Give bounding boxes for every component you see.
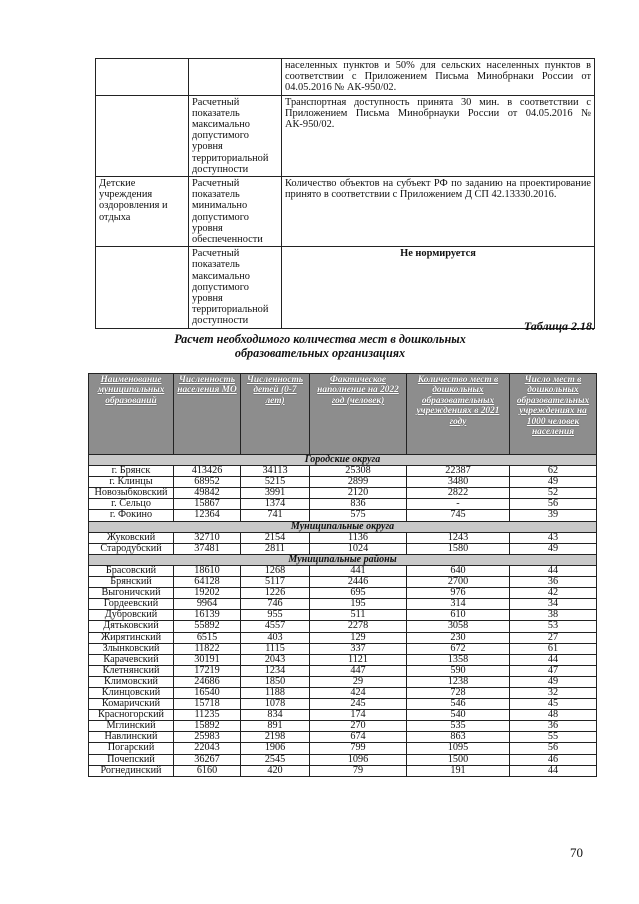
table-title: Расчет необходимого количества мест в дошкольных образовательных организациях bbox=[174, 332, 466, 360]
table-cell: 413426 bbox=[174, 466, 241, 477]
table-cell: 799 bbox=[310, 743, 407, 754]
table-row bbox=[89, 676, 597, 687]
table-cell: 49 bbox=[510, 477, 597, 488]
group-row bbox=[89, 521, 597, 532]
table-cell: 2278 bbox=[310, 621, 407, 632]
top-cell bbox=[96, 95, 189, 176]
table-cell: 16540 bbox=[174, 687, 241, 698]
table-cell: 3480 bbox=[407, 477, 510, 488]
table-cell: 15718 bbox=[174, 699, 241, 710]
table-row bbox=[89, 743, 597, 754]
table-cell: 2811 bbox=[241, 543, 310, 554]
table-cell: 1238 bbox=[407, 676, 510, 687]
top-cell: Расчетный показатель максимально допустимого уровня территориальной доступности bbox=[189, 247, 282, 328]
table-cell: 15867 bbox=[174, 499, 241, 510]
table-cell: 42 bbox=[510, 588, 597, 599]
table-cell: 863 bbox=[407, 732, 510, 743]
table-cell: 1136 bbox=[310, 532, 407, 543]
table-cell: Жуковский bbox=[89, 532, 174, 543]
table-cell: 1188 bbox=[241, 687, 310, 698]
table-cell: 891 bbox=[241, 721, 310, 732]
table-row bbox=[89, 710, 597, 721]
table-cell: 1096 bbox=[310, 754, 407, 765]
page-number: 70 bbox=[570, 845, 583, 860]
table-cell: 44 bbox=[510, 654, 597, 665]
header-cell-children: Численность детей (0-7 лет) bbox=[241, 374, 310, 455]
table-cell: 2700 bbox=[407, 577, 510, 588]
table-row bbox=[89, 643, 597, 654]
table-cell: 4557 bbox=[241, 621, 310, 632]
main-table bbox=[88, 373, 597, 777]
table-cell: 12364 bbox=[174, 510, 241, 521]
table-cell: 1500 bbox=[407, 754, 510, 765]
top-cell bbox=[189, 59, 282, 96]
table-cell: 11822 bbox=[174, 643, 241, 654]
header-cell-per-1000: Число мест в дошкольных образовательных учреждениях на 1000 человек населения bbox=[510, 374, 597, 455]
table-cell: Дятьковский bbox=[89, 621, 174, 632]
table-cell: 25983 bbox=[174, 732, 241, 743]
table-cell: 2822 bbox=[407, 488, 510, 499]
top-table-row bbox=[96, 247, 595, 328]
table-cell: 403 bbox=[241, 632, 310, 643]
table-cell: Климовский bbox=[89, 676, 174, 687]
table-cell: 39 bbox=[510, 510, 597, 521]
table-cell: 546 bbox=[407, 699, 510, 710]
table-cell: 49842 bbox=[174, 488, 241, 499]
table-cell: 38 bbox=[510, 610, 597, 621]
table-cell: 6515 bbox=[174, 632, 241, 643]
table-cell: 1580 bbox=[407, 543, 510, 554]
table-cell: 6160 bbox=[174, 765, 241, 776]
table-cell: 1024 bbox=[310, 543, 407, 554]
table-cell: 1078 bbox=[241, 699, 310, 710]
table-row bbox=[89, 510, 597, 521]
table-cell: 728 bbox=[407, 687, 510, 698]
table-row bbox=[89, 721, 597, 732]
table-cell: 640 bbox=[407, 565, 510, 576]
table-cell: 540 bbox=[407, 710, 510, 721]
top-cell: Транспортная доступность принята 30 мин. в соответствии с Приложением Письма Минобрнауки России от 04.05.2016 № АК-950/02. bbox=[282, 95, 595, 176]
table-caption: Таблица 2.18. bbox=[523, 319, 595, 333]
top-cell: Не нормируется bbox=[282, 247, 595, 328]
table-row bbox=[89, 732, 597, 743]
group-row bbox=[89, 455, 597, 466]
table-row bbox=[89, 466, 597, 477]
table-cell: Брасовский bbox=[89, 565, 174, 576]
table-cell: 22043 bbox=[174, 743, 241, 754]
table-cell: Клетнянский bbox=[89, 665, 174, 676]
table-cell: 511 bbox=[310, 610, 407, 621]
table-cell: 174 bbox=[310, 710, 407, 721]
table-cell: 2545 bbox=[241, 754, 310, 765]
table-cell: 420 bbox=[241, 765, 310, 776]
table-cell: Жирятинский bbox=[89, 632, 174, 643]
table-cell: 11235 bbox=[174, 710, 241, 721]
table-cell: 44 bbox=[510, 565, 597, 576]
top-table bbox=[95, 58, 595, 329]
table-cell: 44 bbox=[510, 765, 597, 776]
table-cell: 16139 bbox=[174, 610, 241, 621]
table-row bbox=[89, 477, 597, 488]
table-cell: 29 bbox=[310, 676, 407, 687]
table-cell: 695 bbox=[310, 588, 407, 599]
top-cell bbox=[96, 247, 189, 328]
table-cell: г. Брянск bbox=[89, 466, 174, 477]
table-cell: 424 bbox=[310, 687, 407, 698]
table-cell: 2198 bbox=[241, 732, 310, 743]
table-cell: 2043 bbox=[241, 654, 310, 665]
table-cell: 5117 bbox=[241, 577, 310, 588]
table-cell: 79 bbox=[310, 765, 407, 776]
table-cell: Навлинский bbox=[89, 732, 174, 743]
table-row bbox=[89, 654, 597, 665]
table-cell: 575 bbox=[310, 510, 407, 521]
table-cell: 3991 bbox=[241, 488, 310, 499]
table-row bbox=[89, 565, 597, 576]
table-cell: - bbox=[407, 499, 510, 510]
table-cell: 441 bbox=[310, 565, 407, 576]
table-row bbox=[89, 687, 597, 698]
header-cell-places: Количество мест в дошкольных образовательных учреждениях в 2021 году bbox=[407, 374, 510, 455]
top-table-row bbox=[96, 59, 595, 96]
table-cell: 245 bbox=[310, 699, 407, 710]
table-cell: 746 bbox=[241, 599, 310, 610]
table-cell: 741 bbox=[241, 510, 310, 521]
table-cell: Почепский bbox=[89, 754, 174, 765]
table-row bbox=[89, 532, 597, 543]
table-cell: 230 bbox=[407, 632, 510, 643]
table-cell: 129 bbox=[310, 632, 407, 643]
table-row bbox=[89, 632, 597, 643]
top-table-row bbox=[96, 95, 595, 176]
table-cell: 2899 bbox=[310, 477, 407, 488]
table-cell: 1906 bbox=[241, 743, 310, 754]
table-cell: 32710 bbox=[174, 532, 241, 543]
table-cell: 745 bbox=[407, 510, 510, 521]
table-cell: 195 bbox=[310, 599, 407, 610]
table-cell: 610 bbox=[407, 610, 510, 621]
group-title: Муниципальные районы bbox=[89, 554, 597, 565]
table-cell: 834 bbox=[241, 710, 310, 721]
table-row bbox=[89, 499, 597, 510]
table-cell: 25308 bbox=[310, 466, 407, 477]
table-cell: г. Сельцо bbox=[89, 499, 174, 510]
table-cell: 1121 bbox=[310, 654, 407, 665]
table-row bbox=[89, 765, 597, 776]
table-cell: 1374 bbox=[241, 499, 310, 510]
table-cell: 674 bbox=[310, 732, 407, 743]
table-cell: 36 bbox=[510, 577, 597, 588]
table-cell: 535 bbox=[407, 721, 510, 732]
table-cell: Дубровский bbox=[89, 610, 174, 621]
table-cell: 1226 bbox=[241, 588, 310, 599]
table-cell: 24686 bbox=[174, 676, 241, 687]
table-cell: 2446 bbox=[310, 577, 407, 588]
table-cell: Погарский bbox=[89, 743, 174, 754]
group-title: Муниципальные округа bbox=[89, 521, 597, 532]
table-cell: 836 bbox=[310, 499, 407, 510]
table-cell: Рогнединский bbox=[89, 765, 174, 776]
top-cell: населенных пунктов и 50% для сельских населенных пунктов в соответствии с Приложением Письма Минобрнаки России от 04.05.2016 № АК-950/02. bbox=[282, 59, 595, 96]
table-row bbox=[89, 610, 597, 621]
group-row bbox=[89, 554, 597, 565]
table-cell: 1358 bbox=[407, 654, 510, 665]
table-cell: 1095 bbox=[407, 743, 510, 754]
table-cell: Мглинский bbox=[89, 721, 174, 732]
top-cell: Расчетный показатель максимально допустимого уровня территориальной доступности bbox=[189, 95, 282, 176]
group-title: Городские округа bbox=[89, 455, 597, 466]
top-cell: Детские учреждения оздоровления и отдыха bbox=[96, 177, 189, 247]
table-row bbox=[89, 588, 597, 599]
table-cell: 9964 bbox=[174, 599, 241, 610]
table-cell: 3058 bbox=[407, 621, 510, 632]
table-cell: 19202 bbox=[174, 588, 241, 599]
table-cell: 18610 bbox=[174, 565, 241, 576]
table-cell: 2154 bbox=[241, 532, 310, 543]
table-cell: Гордеевский bbox=[89, 599, 174, 610]
table-cell: 447 bbox=[310, 665, 407, 676]
table-cell: Злынковский bbox=[89, 643, 174, 654]
table-cell: 47 bbox=[510, 665, 597, 676]
table-cell: 955 bbox=[241, 610, 310, 621]
table-cell: Новозыбковский bbox=[89, 488, 174, 499]
table-cell: 34 bbox=[510, 599, 597, 610]
table-cell: Выгоничский bbox=[89, 588, 174, 599]
table-cell: 48 bbox=[510, 710, 597, 721]
table-cell: 15892 bbox=[174, 721, 241, 732]
table-cell: 49 bbox=[510, 543, 597, 554]
table-cell: 46 bbox=[510, 754, 597, 765]
table-cell: 22387 bbox=[407, 466, 510, 477]
table-cell: 1268 bbox=[241, 565, 310, 576]
top-cell: Расчетный показатель минимально допустимого уровня обеспеченности bbox=[189, 177, 282, 247]
table-cell: 56 bbox=[510, 743, 597, 754]
table-cell: 5215 bbox=[241, 477, 310, 488]
table-cell: Клинцовский bbox=[89, 687, 174, 698]
header-cell-population: Численность населения МО bbox=[174, 374, 241, 455]
table-cell: 17219 bbox=[174, 665, 241, 676]
table-row bbox=[89, 577, 597, 588]
table-cell: 55 bbox=[510, 732, 597, 743]
table-cell: 314 bbox=[407, 599, 510, 610]
main-table-body bbox=[89, 455, 597, 777]
table-cell: 32 bbox=[510, 687, 597, 698]
table-cell: 27 bbox=[510, 632, 597, 643]
table-row bbox=[89, 754, 597, 765]
table-cell: 61 bbox=[510, 643, 597, 654]
top-cell: Количество объектов на субъект РФ по заданию на проектирование принято в соответствии с Приложением Д СП 42.13330.2016. bbox=[282, 177, 595, 247]
table-cell: Карачевский bbox=[89, 654, 174, 665]
table-cell: 49 bbox=[510, 676, 597, 687]
table-cell: 270 bbox=[310, 721, 407, 732]
header-cell-actual: Фактическое наполнение на 2022 год (человек) bbox=[310, 374, 407, 455]
table-row bbox=[89, 543, 597, 554]
table-cell: 30191 bbox=[174, 654, 241, 665]
table-row bbox=[89, 621, 597, 632]
header-row bbox=[89, 374, 597, 455]
table-cell: Красногорский bbox=[89, 710, 174, 721]
table-cell: 1115 bbox=[241, 643, 310, 654]
table-cell: 68952 bbox=[174, 477, 241, 488]
table-cell: Брянский bbox=[89, 577, 174, 588]
table-cell: 43 bbox=[510, 532, 597, 543]
table-cell: 56 bbox=[510, 499, 597, 510]
table-cell: 976 bbox=[407, 588, 510, 599]
top-table-row bbox=[96, 177, 595, 247]
table-cell: 36 bbox=[510, 721, 597, 732]
table-cell: 52 bbox=[510, 488, 597, 499]
table-cell: г. Фокино bbox=[89, 510, 174, 521]
header-cell-name: Наименование муниципальных образований bbox=[89, 374, 174, 455]
table-cell: г. Клинцы bbox=[89, 477, 174, 488]
table-cell: 337 bbox=[310, 643, 407, 654]
table-cell: Комаричский bbox=[89, 699, 174, 710]
table-cell: 37481 bbox=[174, 543, 241, 554]
table-cell: 1243 bbox=[407, 532, 510, 543]
table-cell: 34113 bbox=[241, 466, 310, 477]
table-row bbox=[89, 665, 597, 676]
table-cell: 36267 bbox=[174, 754, 241, 765]
table-cell: 1234 bbox=[241, 665, 310, 676]
table-cell: 590 bbox=[407, 665, 510, 676]
table-cell: 62 bbox=[510, 466, 597, 477]
table-cell: 45 bbox=[510, 699, 597, 710]
table-cell: 2120 bbox=[310, 488, 407, 499]
table-cell: Стародубский bbox=[89, 543, 174, 554]
table-cell: 55892 bbox=[174, 621, 241, 632]
top-cell bbox=[96, 59, 189, 96]
table-cell: 191 bbox=[407, 765, 510, 776]
table-cell: 53 bbox=[510, 621, 597, 632]
table-row bbox=[89, 599, 597, 610]
table-row bbox=[89, 699, 597, 710]
table-cell: 64128 bbox=[174, 577, 241, 588]
table-row bbox=[89, 488, 597, 499]
table-cell: 672 bbox=[407, 643, 510, 654]
table-cell: 1850 bbox=[241, 676, 310, 687]
